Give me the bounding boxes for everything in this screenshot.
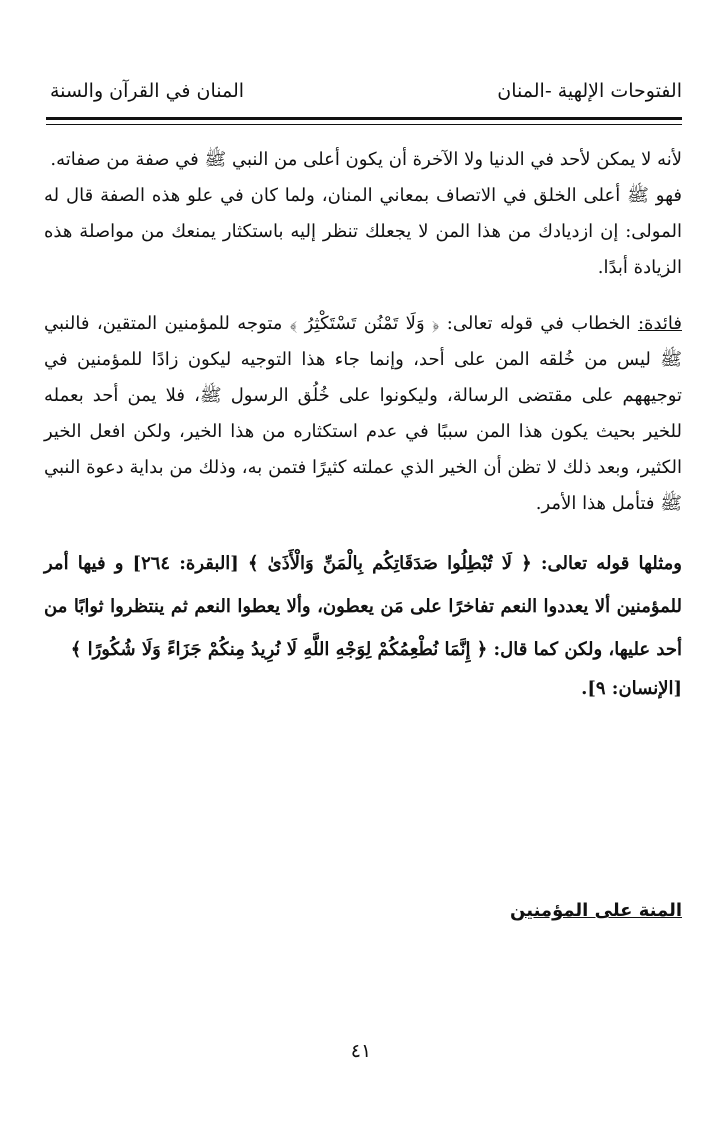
paragraph-gap-2 bbox=[44, 522, 682, 542]
benefit-label: فائدة: bbox=[637, 313, 682, 334]
header-rule-thick bbox=[46, 117, 682, 120]
header-rule-thin bbox=[46, 124, 682, 125]
paragraph-2: فهو ﷺ أعلى الخلق في الاتصاف بمعاني المنان، ولما كان في علو هذه الصفة قال له المولى: إن ازديادك من هذا المن لا يجعلك تنظر إليه باستكثار يمنعك من مواصلة هذه الزيادة أبدًا. bbox=[44, 185, 682, 278]
paragraph-4: ومثلها قوله تعالى: ﴿ لَا تُبْطِلُوا صَدَقَاتِكُم بِالْمَنِّ وَالْأَذَىٰ ﴾ [البقرة: ٢٦٤] و فيها أمر للمؤمنين ألا يعددوا النعم تفاخرًا على مَن يعطون، وألا يعطوا النعم ثم ينتظروا ثوابًا من أحد عليها، ولكن كما قال: ﴿ إِنَّمَا نُطْعِمُكُمْ لِوَجْهِ اللَّهِ لَا نُرِيدُ مِنكُمْ جَزَاءً وَلَا شُكُورًا ﴾ bbox=[44, 553, 683, 660]
header-book-title: الفتوحات الإلهية -المنان bbox=[497, 80, 682, 102]
paragraph-gap bbox=[44, 286, 682, 306]
quran-reference: [الإنسان: ٩]. bbox=[581, 678, 682, 699]
page-number: ٤١ bbox=[350, 1040, 372, 1062]
body-text bbox=[44, 142, 682, 707]
header-chapter-title: المنان في القرآن والسنة bbox=[50, 80, 245, 102]
paragraph-1: لأنه لا يمكن لأحد في الدنيا ولا الآخرة أن يكون أعلى من النبي ﷺ في صفة من صفاته. bbox=[50, 149, 682, 170]
section-subheading: المنة على المؤمنين bbox=[510, 900, 682, 921]
paragraph-3 bbox=[44, 306, 682, 522]
page-header bbox=[50, 62, 682, 102]
paragraph-3-text: الخطاب في قوله تعالى: ﴿ وَلَا تَمْنُن تَسْتَكْثِرُ ﴾ متوجه للمؤمنين المتقين، فالنبي ﷺ ليس من خُلقه المن على أحد، وإنما جاء هذا التوجيه ليكون زادًا للمؤمنين في توجيههم على مقتضى الرسالة، وليكونوا على خُلُق الرسول ﷺ، فلا يمن أحد بعمله للخير بحيث يكون هذا المن سببًا في عدم استكثاره من هذا الخير، ولكن افعل الخير الكثير، وبعد ذلك لا تظن أن الخير الذي عملته كثيرًا فتمن به، وذلك من بداية دعوة النبي ﷺ فتأمل هذا الأمر. bbox=[44, 313, 682, 514]
